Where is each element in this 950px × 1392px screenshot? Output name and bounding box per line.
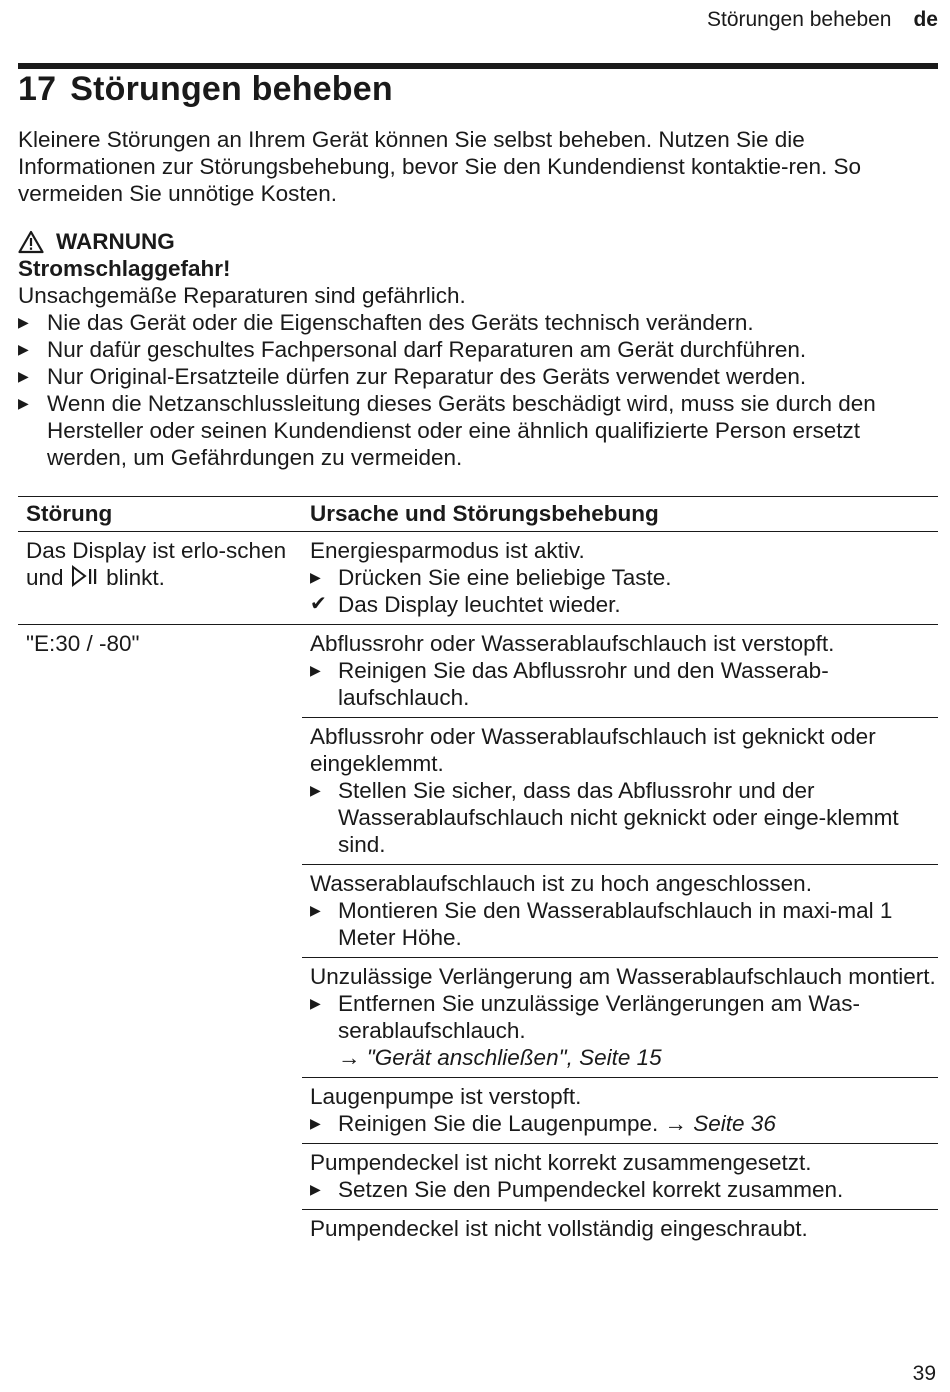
cause-block [302,718,938,865]
running-header [707,8,938,32]
fault-cell: Das Display ist erlo-schen und blinkt. [18,532,302,624]
warning-box [18,228,943,471]
cause-block [302,1144,938,1210]
warning-item: ▶ Wenn die Netzanschlussleitung dieses Geräts beschädigt wird, muss sie durch den Hersteller oder seinen Kundendienst oder eine ähnlich qualifizierte Person ersetzt werden, um Gefährdungen zu vermeiden. [18,391,876,470]
warning-triangle-icon [18,230,44,254]
warning-text: Unsachgemäße Reparaturen sind gefährlich. [18,283,466,308]
action-item: ▶ Drücken Sie eine beliebige Taste. [310,565,672,590]
warning-item: ▶ Nur Original-Ersatzteile dürfen zur Reparatur des Geräts verwendet werden. [18,364,807,389]
cause-text: Pumpendeckel ist nicht korrekt zusammengesetzt. [310,1150,812,1175]
bullet-arrow-icon: ▶ [18,395,29,411]
cross-reference-link[interactable]: → Seite 36 [664,1111,776,1136]
cause-text: Laugenpumpe ist verstopft. [310,1084,582,1109]
troubleshooting-table [18,496,938,1248]
header-rule [18,63,938,69]
action-item: ▶ Setzen Sie den Pumpendeckel korrekt zusammen. [310,1177,844,1202]
table-row [18,625,938,1248]
bullet-arrow-icon: ▶ [310,1181,321,1197]
fault-cell: "E:30 / -80" [26,631,140,656]
cause-block [302,958,938,1078]
bullet-arrow-icon: ▶ [18,368,29,384]
warning-item: ▶ Nie das Gerät oder die Eigenschaften des Geräts technisch verändern. [18,310,754,335]
cause-text: Wasserablaufschlauch ist zu hoch angeschlossen. [310,871,812,896]
bullet-arrow-icon: ▶ [310,1115,321,1131]
column-header-fault: Störung [26,501,113,526]
cause-block [302,532,938,624]
cause-block [302,1210,938,1248]
cause-text: Abflussrohr oder Wasserablaufschlauch ist verstopft. [310,631,835,656]
cause-block [302,1078,938,1144]
warning-label: WARNUNG [56,229,175,254]
cross-reference-link[interactable]: → "Gerät anschließen", Seite 15 [338,1045,662,1070]
header-section: Störungen beheben [706,8,892,31]
play-pause-icon [70,565,100,593]
action-item: ▶ Reinigen Sie die Laugenpumpe. → Seite 36 [310,1111,776,1136]
section-number: 17 [18,70,57,108]
action-item: ▶ Montieren Sie den Wasserablaufschlauch in maxi-mal 1 Meter Höhe. [310,898,893,950]
bullet-arrow-icon: ▶ [310,782,321,798]
cause-block [302,625,938,718]
cause-text: Energiesparmodus ist aktiv. [310,538,585,563]
section-title: Störungen beheben [70,70,393,108]
column-header-cause: Ursache und Störungsbehebung [310,501,659,526]
cause-text: Unzulässige Verlängerung am Wasserablaufschlauch montiert. [310,964,936,989]
cause-text: Pumpendeckel ist nicht vollständig eingeschraubt. [310,1216,808,1241]
intro-paragraph: Kleinere Störungen an Ihrem Gerät können Sie selbst beheben. Nutzen Sie die Informationen zur Störungsbehebung, bevor Sie den Kundendienst kontaktie-ren. So vermeiden Sie unnötige Kosten. [18,127,862,206]
header-lang: de [913,8,938,31]
table-header [18,496,938,532]
page-number: 39 [912,1362,936,1385]
result-item: ✔ Das Display leuchtet wieder. [310,592,621,617]
bullet-arrow-icon: ▶ [18,314,29,330]
checkmark-icon: ✔ [310,593,327,615]
page-title [18,70,393,109]
warning-header [18,228,943,255]
bullet-arrow-icon: ▶ [310,662,321,678]
table-row [18,532,938,625]
cause-text: Abflussrohr oder Wasserablaufschlauch ist geknickt oder eingeklemmt. [310,724,876,776]
warning-subtitle: Stromschlaggefahr! [18,256,231,281]
warning-item: ▶ Nur dafür geschultes Fachpersonal darf Reparaturen am Gerät durchführen. [18,337,807,362]
bullet-arrow-icon: ▶ [18,341,29,357]
bullet-arrow-icon: ▶ [310,902,321,918]
action-item: ▶ Reinigen Sie das Abflussrohr und den Wasserab-laufschlauch. [310,658,829,710]
action-item: ▶ Stellen Sie sicher, dass das Abflussrohr und der Wasserablaufschlauch nicht geknickt oder einge-klemmt sind. [310,778,899,857]
bullet-arrow-icon: ▶ [310,995,321,1011]
action-item: ▶ Entfernen Sie unzulässige Verlängerungen am Was-serablaufschlauch. [310,991,860,1043]
cause-block [302,865,938,958]
bullet-arrow-icon: ▶ [310,569,321,585]
